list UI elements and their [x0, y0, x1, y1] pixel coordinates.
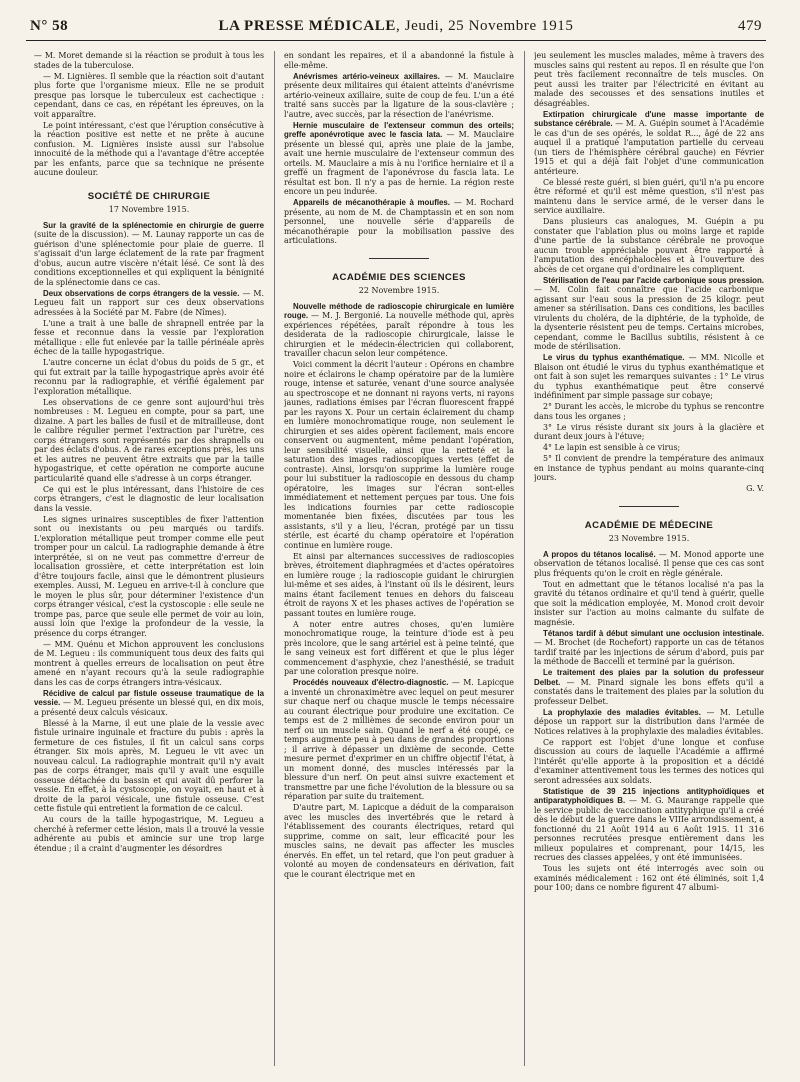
paragraph-text: Voici comment la décrit l'auteur : Opérons en chambre noire et éclairons le champ opératoire par de la lumière rouge, intense et saturée, venant d'une source analysée au spectroscope et ne donnant ni rayons verts, ni rayons jaunes, radiations émises par l'écran fluorescent frappé par les rayons X. Pour un certain éclairement du champ en lumière monochromatique rouge, non seulement le chirurgien et ses aides opèrent facilement, mais encore conservent ou augmentent, même pendant l'opération, leur sensibilité visuelle, ainsi que la netteté et la saturation des images radioscopiques vertes (effet de contraste). Ainsi, lorsqu'on supprime la lumière rouge pour lui substituer la radioscopie en dessous du champ opératoire, les images sur l'écran sont-elles immédiatement et nettement perçues par tous. Une fois les indications fournies par cette radioscopie momentanée bien fixées, discutées par tous les assistants, s'il y a lieu, l'écran, protégé par un tissu stérile, est écarté du champ opératoire et l'opération continue en lumière rouge. — [284, 360, 514, 550]
text-column-2 — [284, 51, 514, 1071]
article-paragraph — [284, 72, 514, 120]
paragraph-text: — M. Mauclaire présente un blessé qui, après une plaie de la jambe, avait une hernie musculaire de l'extenseur commun des orteils. M. Mauclaire a mis à nu l'orifice herniaire et il a greffé un fragment de l'aponévrose du fascia lata. Le résultat est bon. Il n'y a pas de hernie. La région reste encore un peu indurée. — [284, 130, 514, 196]
issue-number: N° 58 — [30, 18, 69, 34]
journal-title: LA PRESSE MÉDICALE — [218, 18, 397, 34]
paragraph-text: D'autre part, M. Lapicque a déduit de la comparaison avec les muscles des invertébrés que le retard à l'établissement des courants électriques, retard qui supprime, comme on sait, leur efficacité pour les muscles sains, ne devait pas affecter les muscles énervés. En effet, un tel retard, que l'on peut graduer à volonté au moyen de condensateurs en dérivation, fait que le courant électrique met en — [284, 803, 514, 879]
paragraph-text: Dans plusieurs cas analogues, M. Guépin a pu constater que l'ablation plus ou moins large et rapide d'une partie de la substance cérébrale ne provoque aucun trouble appréciable pouvant être rapporté à l'amputation des encéphalocèles et à l'ouverture des abcès de cet organe qui d'ordinaire les compliquent. — [534, 217, 764, 274]
paragraph — [34, 121, 264, 178]
article-paragraph — [534, 787, 764, 863]
journal-masthead — [26, 18, 766, 35]
paragraph-text: 2° Durant les accès, le microbe du typhus se rencontre dans tous les organes ; — [534, 402, 764, 421]
paragraph — [34, 719, 264, 814]
paragraph — [34, 398, 264, 484]
paragraph — [534, 443, 764, 453]
paragraph-text: A noter entre autres choses, qu'en lumière monochromatique rouge, la teinture d'iode est à peu près incolore, que le sang artériel est à peine teinté, que le sang veineux est fort différent et que le plus léger commencement d'asphyxie, chez l'anesthésié, se traduit par une coloration presque noire. — [284, 619, 514, 676]
paragraph-text: — MM. Quénu et Michon approuvent les conclusions de M. Legueu : ils communiquent tous deux des faits qui montrent à quelles erreurs de localisation on peut être amené en n'ayant recours qu'à la seule radiographie dans les cas de corps étrangers intra-vésicaux. — [34, 639, 264, 687]
article-paragraph — [284, 198, 514, 246]
issue-date: , Jeudi, 25 Novembre 1915 — [396, 18, 574, 34]
paragraph-text: jeu seulement les muscles malades, même à travers des muscles sains qui restent au repos. Il en résulte que l'on peut très facilement reconnaître de tels muscles. On peut aussi les traiter par l'électricité en évitant au malade des secousses et des sensations inutiles et désagréables. — [534, 51, 764, 108]
paragraph-text: — M. Mauclaire présente deux militaires qui étaient atteints d'anévrisme artério-veineux axillaire, suite de coup de feu. L'un a été traité sans succès par la ligature de la sous-clavière ; l'autre, avec succès, par la résection de l'anévrisme. — [284, 71, 514, 119]
paragraph — [34, 815, 264, 853]
paragraph — [534, 864, 764, 893]
paragraph — [34, 485, 264, 514]
article-paragraph — [34, 289, 264, 318]
article-paragraph — [534, 708, 764, 737]
paragraph-text: Tout en admettant que le tétanos localisé n'a pas la gravité du tétanos ordinaire et qu'il tend à guérir, quelle que soit la médication employée, M. Monod croit devoir insister sur l'action au moins calmante du sulfate de magnésie. — [534, 579, 764, 627]
paragraph-text: L'une a trait à une balle de shrapnell entrée par la fesse et reconnue dans la vessie par l'exploration métallique : elle fut enlevée par la taille périnéale après échec de la taille hypogastrique. — [34, 318, 264, 356]
paragraph-text: — M. Moret demande si la réaction se produit à tous les stades de la tuberculose. — [34, 51, 264, 70]
paragraph — [34, 72, 264, 120]
article-heading: Tétanos tardif à début simulant une occlusion intestinale. — [543, 628, 764, 638]
paragraph-text: Au cours de la taille hypogastrique, M. Legueu a cherché à refermer cette lésion, mais il a trouvé la vessie adhérente au pubis et amincie sur une trop large étendue ; il a craint d'augmenter les désordres — [34, 815, 264, 853]
paragraph — [534, 51, 764, 108]
paragraph — [284, 360, 514, 550]
paragraph-text: Les signes urinaires susceptibles de fixer l'attention sont ou inexistants ou peu marqués ou tardifs. L'exploration métallique peut tromper comme elle peut tromper pour un calcul. La radiographie demande à être interprétée, si on ne veut pas commettre d'erreur de localisation grossière, et cette interprétation est loin d'être toujours facile, ainsi que le démontrent plusieurs exemples. Aussi, M. Legueu en arrive-t-il à conclure que le moyen le plus sûr, pour déterminer l'existence d'un corps étranger vésical, c'est la cystoscopie : elle seule ne trompe pas, parce que seule elle permet de voir au loin, aussi loin que l'exige la profondeur de la vessie, la présence du corps étranger. — [34, 514, 264, 638]
article-heading: Extirpation chirurgicale d'une masse importante de substance cérébrale. — [534, 109, 764, 128]
article-heading: Sur la gravité de la splénectomie en chirurgie de guerre — [43, 220, 264, 230]
text-column-3 — [534, 51, 764, 1071]
paragraph-text: — M. Pinard signale les bons effets qu'il a constatés dans le traitement des plaies par la solution du professeur Delbet. — [534, 677, 764, 706]
paragraph-text: Les observations de ce genre sont aujourd'hui très nombreuses : M. Legueu en compte, pour sa part, une dizaine. A part les balles de fusil et de mitrailleuse, dont le calibre régulier permet l'extraction par l'urètre, ces corps étrangers sont représentés par des shrapnells ou par des éclats d'obus. A de rares exceptions près, les uns et les autres ne peuvent être extraits que par la taille hypogastrique, et cette opération ne comporte aucune particularité quand elle s'adresse à un corps étranger. — [34, 397, 264, 483]
text-column-1 — [34, 51, 264, 1071]
article-heading: Nouvelle méthode de radioscopie chirurgicale en lumière rouge. — [284, 301, 514, 320]
article-heading: Statistique de 39 215 injections antityphoïdiques et antiparatyphoïdiques B. — [534, 786, 764, 805]
paragraph-text: Ce blessé reste guéri, si bien guéri, qu'il n'a pu encore être réformé et qu'il est même question, s'il n'est pas maintenu dans le service armé, de le verser dans le service auxiliaire. — [534, 177, 764, 215]
paragraph-text: — M. A. Guépin soumet à l'Académie le cas d'un de ses opérés, le soldat R..., âgé de 22 ans auquel il a pratiqué l'amputation partielle du cerveau (un tiers de l'hémisphère cérébral gauche) en Février 1915 et qui a déjà fait l'objet d'une communication antérieure. — [534, 119, 764, 176]
paragraph-text: en sondant les repaires, et il a abandonné la fistule à elle-même. — [284, 51, 514, 70]
article-paragraph — [534, 110, 764, 177]
paragraph-text: 3° Le virus résiste durant six jours à la glacière et durant deux jours à l'étuve; — [534, 422, 764, 441]
paragraph-text: 4° Le lapin est sensible à ce virus; — [543, 443, 681, 452]
article-heading: A propos du tétanos localisé. — [543, 549, 656, 559]
paragraph-text: — M. Legueu présente un blessé qui, en dix mois, a présenté deux calculs vésicaux. — [34, 698, 264, 717]
article-paragraph — [34, 689, 264, 718]
paragraph-text: — M. J. Bergonié. La nouvelle méthode qui, après expériences répétées, paraît répondre à tous les desiderata de la radioscopie chirurgicale, laisse le chirurgien et le médecin-électricien qui collaborent, travailler chacun selon leur compétence. — [284, 311, 514, 358]
paragraph-text: — M. Lapicque a inventé un chronaximètre avec lequel on peut mesurer sur chaque nerf ou chaque muscle le temps nécessaire au courant électrique pour produire une excitation. Ce temps est de 2 millièmes de seconde environ pour un nerf ou un muscle sain. Quand le nerf a été coupé, ce temps augmente peu à peu dans de grandes proportions ; il arrive à dépasser un dixième de seconde. Cette mesure permet d'exprimer en un chiffre objectif l'état, à un moment donné, des muscles intéressés par la blessure d'un nerf. On peut ainsi suivre exactement et transmettre par une fiche l'évolution de la blessure ou sa réparation par suite du traitement. — [284, 678, 514, 801]
article-heading: Procédés nouveaux d'électro-diagnostic. — [293, 678, 449, 687]
article-heading: Récidive de calcul par fistule osseuse traumatique de la vessie. — [34, 688, 264, 707]
article-paragraph — [34, 221, 264, 288]
column-divider — [524, 51, 525, 1066]
paragraph-text: — M. Rochard présente, au nom de M. de Champtassin et en son nom personnel, une nouvelle série d'appareils de mécanothérapie pour la mobilisation passive des articulations. — [284, 198, 514, 245]
paragraph-text: — M. Lignières. Il semble que la réaction soit d'autant plus forte que l'organisme mieux. Elle ne se produit presque pas lorsque le tuberculeux est cachectique : cependant, dans ce cas, en répétant les épreuves, on la voit apparaître. — [34, 71, 264, 119]
column-divider — [274, 51, 275, 1066]
section-separator — [369, 258, 429, 259]
section-title: ACADÉMIE DE MÉDECINE — [584, 519, 714, 531]
paragraph-text: 5° Il convient de prendre la température des animaux en instance de typhus pendant au moins quarante-cinq jours. — [534, 454, 764, 482]
paragraph — [34, 515, 264, 639]
paragraph — [534, 402, 764, 421]
paragraph — [284, 620, 514, 677]
paragraph — [284, 51, 514, 70]
paragraph — [34, 640, 264, 688]
article-heading: La prophylaxie des maladies évitables. — [543, 707, 701, 717]
article-heading: Deux observations de corps étrangers de la vessie. — [43, 288, 240, 298]
article-paragraph — [534, 629, 764, 667]
article-heading: Hernie musculaire de l'extenseur commun des orteils; greffe aponévrotique avec le fascia lata. — [284, 120, 514, 139]
paragraph-text: — M. Legueu fait un rapport sur ces deux observations adressées à la Société par M. Fabre (de Nîmes). — [34, 288, 264, 317]
paragraph-text: — M. Monod apporte une observation de tétanos localisé. Il pense que ces cas sont plus fréquents qu'on le croit en règle générale. — [534, 549, 764, 578]
paragraph-text: — MM. Nicolle et Blaison ont étudié le virus du typhus exanthématique et ont fait à son sujet les remarques suivantes : 1° Le virus du typhus exanthématique peut être conservé indéfiniment par simple passage sur cobaye; — [534, 353, 764, 400]
article-heading: Anévrismes artério-veineux axillaires. — [293, 71, 440, 81]
paragraph-text: Ce qui est le plus intéressant, dans l'histoire de ces corps étrangers, c'est le diagnostic de leur localisation dans la vessie. — [34, 484, 264, 513]
paragraph — [284, 803, 514, 879]
paragraph-text: — M. Letulle dépose un rapport sur la distribution dans l'armée de Notices relatives à la prophylaxie des maladies évitables. — [534, 707, 764, 736]
paragraph-text: Et ainsi par alternances successives de radioscopies brèves, étroitement diaphragmées et d'actes opératoires en lumière rouge ; la radioscopie guidant le chirurgien lui-même et ses aides, à l'instant où ils le désirent, leurs mains étant facilement tenues en dehors du faisceau étroit de rayons X et les phases actives de l'opération se passant toutes en lumière rouge. — [284, 551, 514, 618]
article-heading: Appareils de mécanothérapie à moufles. — [293, 198, 450, 207]
paragraph — [34, 51, 264, 70]
paragraph-text: L'autre concerne un éclat d'obus du poids de 5 gr., et qui fut extrait par la taille hypogastrique après avoir été reconnu par la radiographie, et vérifié également par l'exploration métallique. — [34, 358, 264, 396]
paragraph — [534, 178, 764, 216]
article-heading: Le virus du typhus exanthématique. — [543, 353, 685, 362]
paragraph — [284, 552, 514, 619]
page-header — [26, 18, 766, 41]
article-paragraph — [284, 678, 514, 802]
paragraph — [34, 319, 264, 357]
paragraph-text: Ce rapport est l'objet d'une longue et confuse discussion au cours de laquelle l'Académie a affirmé l'intérêt qu'elle apporte à la proposition et a décidé d'examiner attentivement tous les termes des notices qui seront adressées aux soldats. — [534, 737, 764, 785]
paragraph — [534, 454, 764, 483]
section-date: 23 Novembre 1915. — [608, 534, 690, 543]
paragraph-text: — M. G. Maurange rappelle que le service public de vaccination antityphique qu'il a créé dès le début de la guerre dans le VIIIe arrondissement, a fonctionné du 21 Août 1914 au 6 Août 1915. 11 316 personnes recrutées presque entièrement dans les milieux populaires et comprenant, pour 14/15, les recrues des classes appelées, y ont été immunisées. — [534, 796, 764, 862]
section-title: SOCIÉTÉ DE CHIRURGIE — [87, 190, 211, 202]
signature: G. V. — [746, 484, 764, 493]
paragraph-text: Tous les sujets ont été interrogés avec soin ou examinés médicalement : 162 ont été éliminés, soit 1,4 pour 100; dans ce nombre figurent 47 albumi- — [534, 864, 764, 892]
paragraph — [534, 217, 764, 274]
section-date: 22 Novembre 1915. — [358, 286, 440, 295]
paragraph — [34, 358, 264, 396]
section-title: ACADÉMIE DES SCIENCES — [332, 271, 466, 283]
article-paragraph — [284, 302, 514, 359]
article-paragraph — [534, 668, 764, 706]
paragraph-text: Le point intéressant, c'est que l'éruption consécutive à la réaction positive est nette et ne prête à aucune confusion. M. Lignières insiste aussi sur l'absolue innocuité de la méthode qui a l'avantage d'être acceptée par les enfants, parce que sa technique ne présente aucune douleur. — [34, 120, 264, 177]
paragraph-text: — M. Brochet (de Rochefort) rapporte un cas de tétanos tardif traité par les injections de sérum d'abord, puis par la méthode de Baccelli et terminé par la guérison. — [534, 638, 764, 666]
paragraph — [534, 738, 764, 786]
page-number: 479 — [738, 18, 762, 34]
section-separator — [619, 506, 679, 507]
article-heading: Stérilisation de l'eau par l'acide carbonique sous pression. — [543, 275, 764, 285]
article-paragraph — [534, 353, 764, 401]
paragraph — [534, 423, 764, 442]
article-heading: Le traitement des plaies par la solution du professeur Delbet. — [534, 668, 764, 687]
article-paragraph — [284, 121, 514, 197]
paragraph-text: — M. Colin fait connaître que l'acide carbonique agissant sur l'eau sous la pression de 25 kilogr. peut amener sa stérilisation. Dans ces conditions, les bacilles virulents du choléra, de la diphtérie, de la typhoïde, de la dysenterie résistent peu de temps. Certains microbes, cependant, comme le Bacillus subtilis, résistent à ce mode de stérilisation. — [534, 285, 764, 351]
section-date: 17 Novembre 1915. — [108, 205, 190, 214]
article-paragraph — [534, 276, 764, 352]
article-paragraph — [534, 550, 764, 579]
paragraph — [534, 580, 764, 628]
paragraph-text: Blessé à la Marne, il eut une plaie de la vessie avec fistule urinaire inguinale et fracture du pubis : après la fermeture de ces fistules, il fit un calcul sans corps étranger. Six mois après, M. Legueu le vit avec un nouveau calcul. La radiographie montrait qu'il n'y avait pas de corps étranger, mais qu'il y avait une esquille osseuse détachée du bassin et qui avait dû perforer la vessie. En effet, à la cystoscopie, on voyait, en haut et à droite de la paroi vésicale, une fistule osseuse. C'est cette fistule qui entretient la formation de ce calcul. — [34, 718, 264, 813]
paragraph-text: (suite de la discussion). — M. Launay rapporte un cas de guérison d'une splénectomie pour plaie de guerre. Il s'agissait d'un large éclatement de la rate par fragment d'obus, aucun autre viscère n'était lésé. Ce sont là des conditions exceptionnelles et qui expliquent la bénignité de la splénectomie dans ce cas. — [34, 230, 264, 287]
